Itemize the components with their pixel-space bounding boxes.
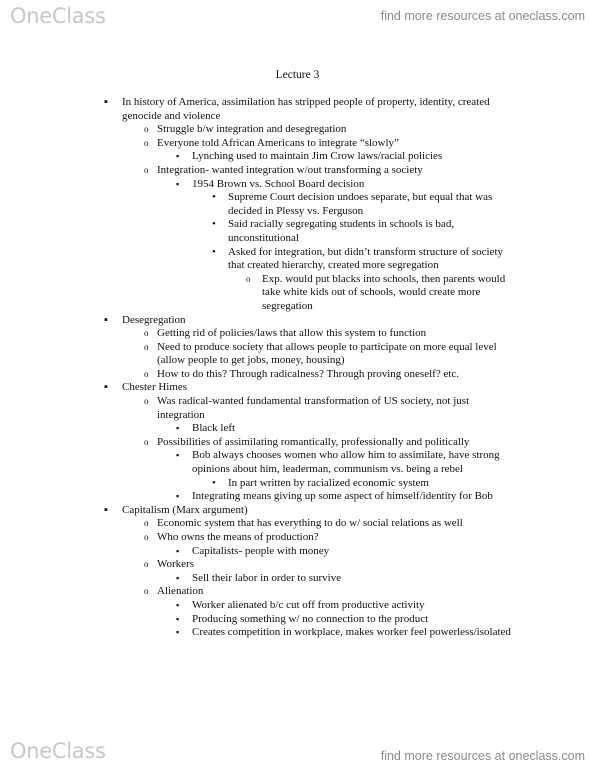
- circle-bullet-icon: o: [144, 532, 149, 542]
- list-item: [0, 381, 595, 395]
- list-item-text: How to do this? Through radicalness? Through proving oneself? etc.: [157, 367, 460, 380]
- list-item: [0, 191, 595, 218]
- circle-bullet-icon: o: [144, 328, 149, 339]
- list-item-text: Producing something w/ no connection to the product: [192, 612, 429, 625]
- circle-bullet-icon: o: [144, 124, 149, 135]
- square-bullet-icon: ▪: [104, 503, 108, 516]
- page-title: Lecture 3: [275, 69, 320, 81]
- list-item-text: Creates competition in workplace, makes worker feel powerless/isolated: [192, 626, 511, 639]
- list-item: [0, 123, 595, 137]
- list-item-text: In part written by racialized economic system: [228, 476, 429, 489]
- list-item: [0, 341, 595, 368]
- dot-bullet-icon: •: [212, 191, 216, 204]
- list-item: [0, 218, 595, 245]
- list-item: [0, 626, 595, 640]
- square-bullet-icon: ▪: [104, 96, 108, 108]
- list-item-text: Need to produce society that allows people to participate on more equal level (allow people to get jobs, money, housing): [157, 340, 497, 367]
- dot-bullet-icon: •: [212, 245, 216, 258]
- footer-tagline-link[interactable]: find more resources at oneclass.com: [380, 749, 585, 763]
- list-item: [0, 395, 595, 422]
- oneclass-logo[interactable]: OneClass: [10, 4, 106, 28]
- list-item: [0, 422, 595, 436]
- square-bullet-icon: ▪: [176, 450, 180, 461]
- square-bullet-icon: ▪: [176, 613, 180, 624]
- list-item-text: Chester Himes: [122, 381, 188, 394]
- circle-bullet-icon: o: [144, 368, 149, 379]
- list-item-text: Was radical-wanted fundamental transformation of US society, not just integration: [157, 395, 470, 421]
- list-item-text: Workers: [157, 558, 194, 571]
- square-bullet-icon: ▪: [104, 313, 108, 326]
- list-item: [0, 449, 595, 476]
- list-item: [0, 572, 595, 586]
- list-item: [0, 477, 595, 491]
- list-item: [0, 504, 595, 518]
- square-bullet-icon: ▪: [176, 627, 180, 638]
- list-item-text: Supreme Court decision undoes separate, but equal that was decided in Plessy vs. Ferguson: [228, 191, 493, 217]
- list-item: [0, 314, 595, 328]
- list-item-text: Struggle b/w integration and desegregation: [157, 123, 347, 136]
- list-item: [0, 545, 595, 559]
- list-item: [0, 178, 595, 192]
- list-item-text: Getting rid of policies/laws that allow this system to function: [157, 327, 427, 340]
- square-bullet-icon: ▪: [176, 572, 180, 583]
- circle-bullet-icon: o: [144, 137, 149, 148]
- circle-bullet-icon: o: [144, 559, 149, 570]
- list-item: [0, 96, 595, 123]
- list-item: [0, 164, 595, 178]
- circle-bullet-icon: o: [246, 273, 251, 284]
- square-bullet-icon: ▪: [176, 491, 180, 502]
- list-item: [0, 558, 595, 572]
- list-item: [0, 613, 595, 627]
- square-bullet-icon: ▪: [176, 178, 180, 189]
- list-item-text: 1954 Brown vs. School Board decision: [192, 177, 365, 190]
- list-item-text: Said racially segregating students in schools is bad, unconstitutional: [228, 218, 455, 244]
- list-item: [0, 517, 595, 531]
- list-item: [0, 327, 595, 341]
- square-bullet-icon: ▪: [176, 599, 180, 610]
- list-item-text: Alienation: [157, 585, 204, 598]
- list-item: [0, 137, 595, 151]
- list-item: [0, 246, 595, 273]
- list-item-text: Capitalism (Marx argument): [122, 503, 248, 516]
- square-bullet-icon: ▪: [176, 545, 180, 556]
- circle-bullet-icon: o: [144, 341, 149, 352]
- dot-bullet-icon: •: [212, 476, 216, 489]
- square-bullet-icon: ▪: [104, 381, 108, 394]
- oneclass-logo[interactable]: OneClass: [10, 739, 106, 763]
- list-item-text: Integration- wanted integration w/out transforming a society: [157, 163, 423, 176]
- list-item: [0, 599, 595, 613]
- circle-bullet-icon: o: [144, 396, 149, 407]
- list-item: [0, 436, 595, 450]
- list-item-text: Possibilities of assimilating romantically, professionally and politically: [157, 435, 470, 448]
- list-item-text: In history of America, assimilation has stripped people of property, identity, created genocide and violence: [122, 96, 490, 122]
- list-item-text: Worker alienated b/c cut off from productive activity: [192, 598, 425, 611]
- list-item: [0, 531, 595, 545]
- list-item-text: Sell their labor in order to survive: [192, 571, 342, 584]
- list-item-text: Exp. would put blacks into schools, then parents would take white kids out of schools, would create more segregation: [262, 272, 506, 312]
- list-item-text: Integrating means giving up some aspect of himself/identity for Bob: [192, 490, 493, 503]
- page-footer: [0, 736, 595, 770]
- header-tagline-link[interactable]: find more resources at oneclass.com: [380, 9, 585, 23]
- list-item-text: Economic system that has everything to do w/ social relations as well: [157, 517, 463, 530]
- circle-bullet-icon: o: [144, 164, 149, 175]
- list-item-text: Capitalists- people with money: [192, 544, 330, 557]
- list-item-text: Everyone told African Americans to integrate “slowly”: [157, 136, 399, 149]
- list-item-text: Lynching used to maintain Jim Crow laws/racial policies: [192, 150, 443, 163]
- square-bullet-icon: ▪: [176, 423, 180, 434]
- dot-bullet-icon: •: [212, 218, 216, 231]
- list-item: [0, 585, 595, 599]
- circle-bullet-icon: o: [144, 518, 149, 529]
- circle-bullet-icon: o: [144, 436, 149, 447]
- list-item: [0, 368, 595, 382]
- list-item-text: Bob always chooses women who allow him to assimilate, have strong opinions about him, leaderman, communism vs. being a rebel: [192, 449, 500, 476]
- page-header: [0, 0, 595, 30]
- list-item: [0, 273, 595, 314]
- square-bullet-icon: ▪: [176, 151, 180, 162]
- list-item-text: Black left: [192, 422, 236, 435]
- list-item-text: Desegregation: [122, 313, 186, 326]
- list-item-text: Who owns the means of production?: [157, 531, 319, 543]
- list-item: [0, 490, 595, 504]
- circle-bullet-icon: o: [144, 586, 149, 597]
- list-item-text: Asked for integration, but didn’t transform structure of society that created hierarchy, created more segregation: [228, 245, 504, 272]
- list-item: [0, 150, 595, 164]
- lecture-notes-list: [0, 96, 595, 640]
